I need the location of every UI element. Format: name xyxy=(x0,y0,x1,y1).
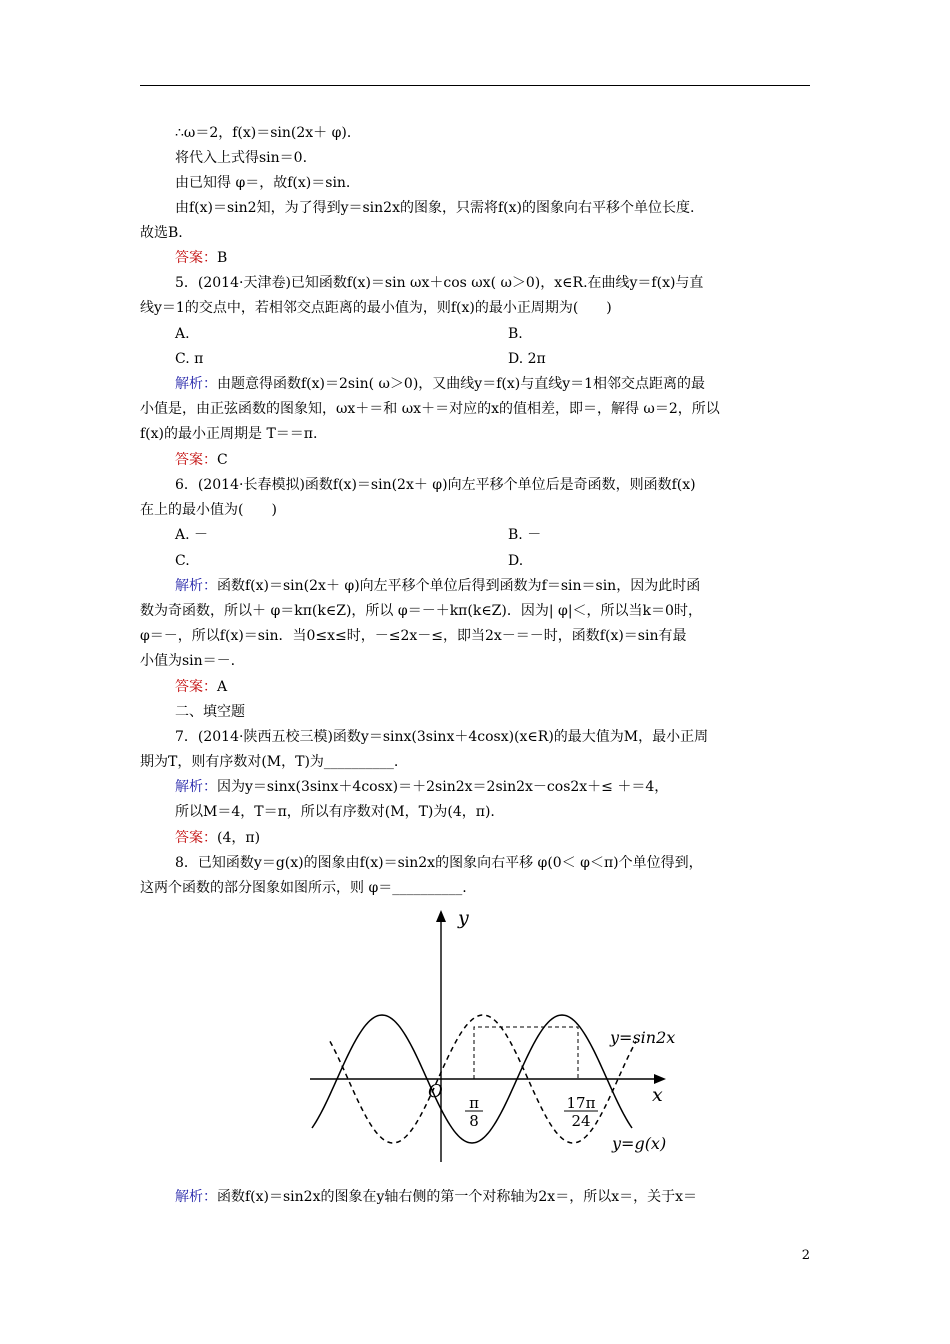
option-a: A. － xyxy=(175,527,209,543)
sine-graph-figure xyxy=(300,900,680,1165)
answer-line: 答案：(4，π) xyxy=(175,830,261,846)
tick2-denominator: 24 xyxy=(571,1112,591,1130)
text-line: 线y＝1的交点中，若相邻交点距离的最小值为，则f(x)的最小正周期为( ) xyxy=(140,300,612,316)
answer-line: 答案：B xyxy=(175,250,228,266)
text-line: 由已知得 φ＝，故f(x)＝sin. xyxy=(175,175,351,191)
page-number: 2 xyxy=(801,1248,810,1263)
analysis-line: 解析：函数f(x)＝sin2x的图象在y轴右侧的第一个对称轴为2x＝，所以x＝，关于x＝ xyxy=(175,1189,697,1205)
analysis-line: 解析：由题意得函数f(x)＝2sin( ω＞0)，又曲线y＝f(x)与直线y＝1相邻交点距离的最 xyxy=(175,376,706,392)
question-6: 6．(2014·长春模拟)函数f(x)＝sin(2x＋ φ)向左平移个单位后是奇函数，则函数f(x) xyxy=(175,477,696,493)
option-c: C. π xyxy=(175,351,204,367)
text-line: φ＝－，所以f(x)＝sin．当0≤x≤时，－≤2x－≤，即当2x－＝－时，函数f(x)＝sin有最 xyxy=(140,628,687,644)
text-line: 故选B. xyxy=(140,225,183,241)
origin-label: O xyxy=(428,1081,443,1102)
answer-label: 答案： xyxy=(175,452,217,468)
answer-label: 答案： xyxy=(175,679,217,695)
answer-label: 答案： xyxy=(175,250,217,266)
text-line: 这两个函数的部分图象如图所示，则 φ＝__________. xyxy=(140,880,467,896)
text-line: f(x)的最小正周期是 T＝＝π. xyxy=(140,426,318,442)
tick1-numerator: π xyxy=(469,1094,479,1112)
option-c: C. xyxy=(175,553,190,569)
analysis-label: 解析： xyxy=(175,779,217,795)
x-axis-arrow xyxy=(654,1074,666,1084)
text-line: 期为T，则有序数对(M，T)为__________. xyxy=(140,754,399,770)
analysis-label: 解析： xyxy=(175,578,217,594)
text-line: 小值是，由正弦函数的图象知，ωx＋＝和 ωx＋＝对应的x的值相差，即＝，解得 ω＝2，所以 xyxy=(140,401,720,417)
option-a: A. xyxy=(175,326,190,342)
question-8: 8．已知函数y＝g(x)的图象由f(x)＝sin2x的图象向右平移 φ(0＜ φ＜π)个单位得到， xyxy=(175,855,703,871)
answer-line: 答案：C xyxy=(175,452,228,468)
option-b: B. xyxy=(508,326,523,342)
x-axis-label: x xyxy=(652,1084,663,1106)
answer-line: 答案：A xyxy=(175,679,228,695)
analysis-label: 解析： xyxy=(175,1189,217,1205)
section-heading: 二、填空题 xyxy=(175,704,245,720)
question-5: 5．(2014·天津卷)已知函数f(x)＝sin ωx＋cos ωx( ω＞0)，x∈R.在曲线y＝f(x)与直 xyxy=(175,275,704,291)
y-axis-label: y xyxy=(458,907,469,929)
analysis-line: 解析：因为y＝sinx(3sinx＋4cosx)＝＋2sin2x＝2sin2x－cos2x＋≤ ＋＝4， xyxy=(175,779,669,795)
option-d: D. xyxy=(508,553,524,569)
y-axis-arrow xyxy=(436,910,446,922)
option-b: B. － xyxy=(508,527,542,543)
text-line: 由f(x)＝sin2知，为了得到y＝sin2x的图象，只需将f(x)的图象向右平移个单位长度. xyxy=(175,200,695,216)
text-line: 数为奇函数，所以＋ φ＝kπ(k∈Z)，所以 φ＝－＋kπ(k∈Z)．因为| φ|＜，所以当k＝0时， xyxy=(140,603,702,619)
analysis-line: 解析：函数f(x)＝sin(2x＋ φ)向左平移个单位后得到函数为f＝sin＝sin，因为此时函 xyxy=(175,578,701,594)
text-line: 将代入上式得sin＝0. xyxy=(175,150,308,166)
text-line: 所以M＝4，T＝π，所以有序数对(M，T)为(4，π). xyxy=(175,804,495,820)
answer-label: 答案： xyxy=(175,830,217,846)
analysis-label: 解析： xyxy=(175,376,217,392)
text-line: ∴ω＝2，f(x)＝sin(2x＋ φ)． xyxy=(175,125,361,141)
text-line: 小值为sin＝－. xyxy=(140,653,236,669)
text-line: 在上的最小值为( ) xyxy=(140,502,277,518)
sin2x-label: y=sin2x xyxy=(610,1028,676,1047)
header-rule xyxy=(140,85,810,86)
question-7: 7．(2014·陕西五校三模)函数y＝sinx(3sinx＋4cosx)(x∈R)的最大值为M，最小正周 xyxy=(175,729,709,745)
option-d: D. 2π xyxy=(508,351,546,367)
tick2-numerator: 17π xyxy=(566,1094,596,1112)
tick1-denominator: 8 xyxy=(469,1112,479,1130)
gx-label: y=g(x) xyxy=(612,1134,667,1153)
guide-lines xyxy=(474,1027,578,1079)
